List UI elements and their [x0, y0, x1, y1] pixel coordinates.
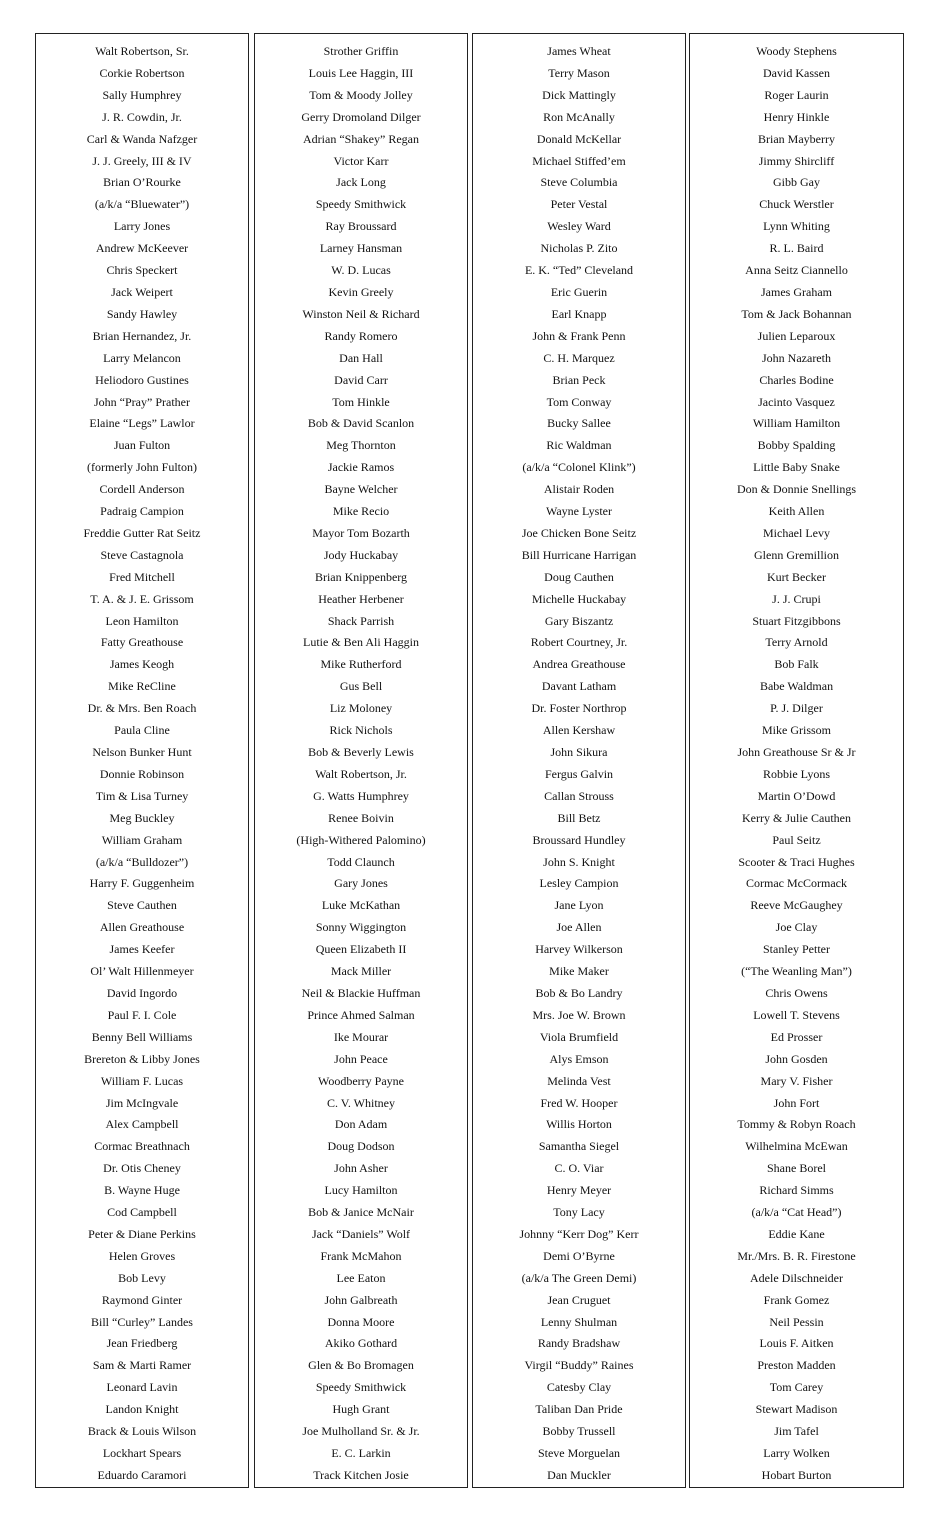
name-entry: Carl & Wanda Nafzger	[86, 131, 198, 146]
name-entry: James Keefer	[109, 942, 175, 957]
name-entry: John Greathouse Sr & Jr	[737, 745, 856, 759]
name-entry: Eric Guerin	[550, 284, 608, 299]
name-entry: Taliban Dan Pride	[535, 1402, 623, 1417]
name-entry: Meg Buckley	[109, 810, 175, 825]
name-entry: Adele Dilschneider	[750, 1270, 843, 1285]
name-entry: J. J. Crupi	[772, 591, 821, 606]
name-entry: J. J. Greely, III & IV	[92, 153, 192, 168]
name-entry: Broussard Hundley	[532, 832, 626, 847]
name-entry: Tim & Lisa Turney	[95, 788, 189, 803]
name-entry: Winston Neil & Richard	[302, 306, 420, 321]
name-entry: Mike Maker	[549, 964, 609, 979]
name-entry: Jimmy Shircliff	[758, 153, 835, 168]
name-entry: Frank Gomez	[763, 1292, 830, 1307]
name-entry: E. C. Larkin	[331, 1446, 391, 1460]
name-entry: Jim McIngvale	[105, 1095, 179, 1110]
name-entry: Bucky Sallee	[547, 416, 611, 431]
name-entry: Hugh Grant	[332, 1402, 390, 1417]
name-entry: Cormac Breathnach	[94, 1139, 190, 1154]
name-entry: Donnie Robinson	[99, 766, 185, 781]
name-entry: Bill Betz	[557, 810, 601, 825]
name-entry: John Fort	[773, 1095, 820, 1110]
name-entry: Stewart Madison	[755, 1402, 838, 1417]
name-entry: Ol’ Walt Hillenmeyer	[90, 964, 194, 979]
name-entry: Kevin Greely	[328, 284, 394, 299]
name-entry: Wilhelmina McEwan	[745, 1139, 848, 1154]
name-entry: Liz Moloney	[329, 701, 393, 716]
name-entry: Dick Mattingly	[542, 87, 616, 102]
name-entry: Freddie Gutter Rat Seitz	[83, 525, 201, 540]
name-entry: Cormac McCormack	[746, 876, 847, 891]
name-entry: Richard Simms	[759, 1183, 834, 1198]
name-entry: Bobby Spalding	[757, 438, 836, 453]
name-entry: Walt Robertson, Sr.	[95, 44, 189, 58]
name-entry: Roger Laurin	[764, 87, 829, 102]
name-entry: Stanley Petter	[763, 942, 830, 957]
name-entry: John Asher	[334, 1161, 388, 1176]
name-entry: David Kassen	[763, 65, 830, 80]
name-entry: Jean Friedberg	[106, 1336, 178, 1351]
name-entry: Jack “Daniels” Wolf	[311, 1226, 411, 1241]
name-entry: Todd Claunch	[327, 854, 395, 869]
name-entry: Glenn Gremillion	[754, 547, 839, 562]
name-entry: Steve Cauthen	[107, 898, 177, 913]
name-entry: Ed Prosser	[770, 1029, 823, 1044]
name-entry: Mr./Mrs. B. R. Firestone	[737, 1248, 856, 1263]
name-entry: Peter Vestal	[550, 197, 608, 212]
name-entry: Harry F. Guggenheim	[89, 876, 195, 891]
name-entry: Mike Rutherford	[320, 657, 402, 672]
name-entry: Cod Campbell	[107, 1205, 177, 1220]
name-entry: Speedy Smithwick	[315, 1380, 407, 1395]
name-entry: Dr. Foster Northrop	[531, 701, 627, 716]
name-entry: E. K. “Ted” Cleveland	[524, 263, 634, 278]
name-entry: Ray Broussard	[325, 219, 397, 234]
name-entry: Juan Fulton	[113, 438, 171, 453]
name-entry: Gerry Dromoland Dilger	[301, 109, 421, 124]
name-entry: John Peace	[334, 1051, 388, 1066]
name-entry: Chuck Werstler	[759, 197, 834, 212]
name-entry: Raymond Ginter	[101, 1292, 183, 1307]
name-entry: Sam & Marti Ramer	[92, 1358, 192, 1373]
name-entry: Anna Seitz Ciannello	[745, 263, 848, 278]
name-entry: Lenny Shulman	[540, 1314, 618, 1329]
name-entry: Tommy & Robyn Roach	[737, 1117, 856, 1132]
name-entry: Louis Lee Haggin, III	[308, 65, 414, 80]
name-entry: Wesley Ward	[547, 219, 611, 234]
name-entry: Bob & Bo Landry	[535, 985, 623, 1000]
name-entry: Dr. & Mrs. Ben Roach	[87, 701, 197, 716]
name-entry: Renee Boivin	[328, 810, 394, 825]
name-entry: Jim Tafel	[774, 1424, 819, 1439]
name-entry: Brian Hernandez, Jr.	[92, 328, 192, 343]
name-entry: Catesby Clay	[546, 1380, 612, 1395]
name-entry: Brack & Louis Wilson	[87, 1424, 197, 1439]
name-entry: Strother Griffin	[323, 44, 399, 58]
name-entry: (a/k/a “Cat Head”)	[751, 1205, 842, 1220]
name-entry: Alex Campbell	[105, 1117, 179, 1132]
name-entry: Shack Parrish	[327, 613, 395, 628]
name-entry: Corkie Robertson	[99, 65, 185, 80]
name-entry: Keith Allen	[768, 504, 825, 519]
name-entry: C. V. Whitney	[326, 1095, 395, 1110]
name-entry: Steve Castagnola	[100, 547, 184, 562]
name-entry: Fergus Galvin	[544, 766, 614, 781]
name-entry: Walt Robertson, Jr.	[315, 766, 407, 781]
name-entry: Sally Humphrey	[102, 87, 182, 102]
name-entry: Julien Leparoux	[757, 328, 836, 343]
name-entry: Kurt Becker	[767, 569, 826, 584]
name-entry: Terry Mason	[548, 65, 610, 80]
name-entry: Kerry & Julie Cauthen	[742, 810, 851, 825]
name-entry: Mike Grissom	[762, 723, 831, 738]
name-entry: Stuart Fitzgibbons	[752, 613, 841, 628]
name-entry: (High-Withered Palomino)	[296, 832, 426, 847]
name-entry: Leonard Lavin	[106, 1380, 178, 1395]
name-entry: Scooter & Traci Hughes	[738, 854, 855, 869]
name-entry: Bob & Janice McNair	[308, 1205, 414, 1220]
name-entry: Nicholas P. Zito	[540, 241, 618, 256]
name-entry: B. Wayne Huge	[104, 1183, 180, 1198]
name-entry: John “Pray” Prather	[94, 394, 190, 409]
name-entry: Tom Carey	[769, 1380, 824, 1395]
name-column-4	[689, 33, 904, 1488]
name-entry: Brian O’Rourke	[103, 175, 181, 190]
name-entry: Larry Jones	[113, 219, 171, 234]
name-entry: P. J. Dilger	[770, 701, 823, 716]
name-entry: Rick Nichols	[329, 723, 393, 738]
name-entry: (a/k/a The Green Demi)	[521, 1270, 637, 1285]
name-entry: Alistair Roden	[543, 482, 615, 497]
name-column-1	[35, 33, 249, 1488]
name-entry: Steve Columbia	[540, 175, 618, 190]
name-entry: Lockhart Spears	[102, 1446, 182, 1460]
name-entry: Donald McKellar	[536, 131, 622, 146]
name-entry: Akiko Gothard	[324, 1336, 398, 1351]
name-entry: Gary Biszantz	[544, 613, 614, 628]
name-entry: Lee Eaton	[336, 1270, 386, 1285]
name-entry: Tony Lacy	[553, 1205, 605, 1220]
name-entry: John Nazareth	[762, 350, 831, 365]
name-entry: Steve Morguelan	[537, 1446, 621, 1460]
name-entry: C. H. Marquez	[543, 350, 615, 365]
name-entry: Mike ReCline	[108, 679, 176, 694]
name-entry: Brian Peck	[552, 372, 606, 387]
name-entry: Demi O’Byrne	[543, 1248, 615, 1263]
name-entry: Charles Bodine	[759, 372, 834, 387]
name-entry: Track Kitchen Josie	[313, 1467, 409, 1482]
name-entry: Tom Conway	[546, 394, 612, 409]
name-entry: Joe Mulholland Sr. & Jr.	[302, 1424, 420, 1439]
name-entry: Don Adam	[334, 1117, 388, 1132]
name-entry: Robert Courtney, Jr.	[530, 635, 628, 650]
name-entry: Gibb Gay	[773, 175, 820, 190]
name-entry: James Wheat	[547, 44, 611, 58]
name-entry: Lowell T. Stevens	[753, 1007, 840, 1022]
name-entry: Lutie & Ben Ali Haggin	[303, 635, 419, 650]
name-entry: Bob Falk	[774, 657, 819, 672]
name-entry: Paula Cline	[114, 723, 170, 738]
name-entry: Heliodoro Gustines	[95, 372, 189, 387]
name-entry: Mrs. Joe W. Brown	[532, 1007, 626, 1022]
name-entry: Randy Bradshaw	[537, 1336, 621, 1351]
name-entry: Larry Melancon	[103, 350, 181, 365]
name-entry: Ric Waldman	[546, 438, 612, 453]
name-entry: Cordell Anderson	[99, 482, 185, 497]
name-entry: Brereton & Libby Jones	[84, 1051, 200, 1066]
name-entry: Adrian “Shakey” Regan	[303, 131, 419, 146]
name-entry: John & Frank Penn	[532, 328, 626, 343]
name-entry: Ike Mourar	[333, 1029, 389, 1044]
name-entry: Hobart Burton	[761, 1467, 832, 1482]
name-entry: Don & Donnie Snellings	[737, 482, 856, 497]
name-entry: Jacinto Vasquez	[758, 394, 835, 409]
name-entry: Shane Borel	[767, 1161, 826, 1176]
name-entry: Larry Wolken	[763, 1446, 830, 1460]
name-entry: Allen Kershaw	[542, 723, 616, 738]
name-entry: Reeve McGaughey	[750, 898, 843, 913]
name-entry: Woody Stephens	[756, 44, 837, 58]
name-entry: Donna Moore	[327, 1314, 395, 1329]
name-entry: Speedy Smithwick	[315, 197, 407, 212]
name-entry: William Hamilton	[752, 416, 841, 431]
name-entry: Dr. Otis Cheney	[103, 1161, 181, 1176]
name-entry: Neil Pessin	[769, 1314, 824, 1329]
name-entry: Leon Hamilton	[105, 613, 179, 628]
name-entry: Wayne Lyster	[545, 504, 612, 519]
name-entry: T. A. & J. E. Grissom	[90, 591, 194, 606]
name-entry: Joe Chicken Bone Seitz	[521, 525, 637, 540]
name-entry: Michelle Huckabay	[531, 591, 627, 606]
name-entry: Mack Miller	[330, 964, 392, 979]
name-entry: Henry Hinkle	[763, 109, 830, 124]
name-entry: Andrew McKeever	[95, 241, 189, 256]
name-entry: Bob & David Scanlon	[307, 416, 415, 431]
name-entry: Jackie Ramos	[327, 460, 395, 475]
name-entry: Davant Latham	[541, 679, 617, 694]
name-entry: Peter & Diane Perkins	[88, 1226, 196, 1241]
name-entry: Queen Elizabeth II	[315, 942, 407, 957]
name-entry: James Keogh	[109, 657, 175, 672]
name-entry: Mike Recio	[332, 504, 390, 519]
name-entry: William F. Lucas	[100, 1073, 184, 1088]
name-entry: Tom & Moody Jolley	[309, 87, 413, 102]
name-entry: Martin O’Dowd	[757, 788, 836, 803]
name-entry: Michael Levy	[763, 525, 830, 540]
name-entry: Samantha Siegel	[538, 1139, 620, 1154]
name-entry: Padraig Campion	[100, 504, 184, 519]
name-entry: Chris Owens	[765, 985, 828, 1000]
name-entry: Bill Hurricane Harrigan	[521, 547, 637, 562]
name-entry: Robbie Lyons	[762, 766, 830, 781]
name-entry: Preston Madden	[757, 1358, 836, 1373]
name-column-3	[472, 33, 686, 1488]
name-column-2	[254, 33, 468, 1488]
name-entry: Paul F. I. Cole	[107, 1007, 177, 1022]
name-entry: Johnny “Kerr Dog” Kerr	[519, 1226, 639, 1241]
name-entry: (a/k/a “Bulldozer”)	[95, 854, 189, 869]
name-entry: Doug Dodson	[327, 1139, 395, 1154]
name-entry: Woodberry Payne	[317, 1073, 404, 1088]
name-entry: Bobby Trussell	[542, 1424, 616, 1439]
name-entry: Luke McKathan	[321, 898, 401, 913]
name-entry: Bill “Curley” Landes	[91, 1314, 193, 1329]
name-entry: (a/k/a “Colonel Klink”)	[522, 460, 636, 475]
name-entry: Andrea Greathouse	[532, 657, 626, 672]
name-entry: Joe Clay	[775, 920, 818, 935]
name-entry: Lynn Whiting	[763, 219, 830, 234]
name-entry: Bob Levy	[118, 1270, 166, 1285]
name-entry: Fatty Greathouse	[100, 635, 184, 650]
name-entry: Earl Knapp	[551, 306, 607, 321]
name-entry: Jean Cruguet	[547, 1292, 611, 1307]
name-entry: W. D. Lucas	[331, 263, 391, 278]
name-entry: Benny Bell Williams	[91, 1029, 193, 1044]
name-entry: William Graham	[101, 832, 183, 847]
name-entry: Ron McAnally	[543, 109, 615, 124]
name-entry: Brian Knippenberg	[314, 569, 408, 584]
name-entry: Neil & Blackie Huffman	[301, 985, 421, 1000]
name-entry: Bayne Welcher	[324, 482, 398, 497]
name-entry: Doug Cauthen	[544, 569, 614, 584]
name-entry: John S. Knight	[543, 854, 615, 869]
name-entry: Heather Herbener	[318, 591, 404, 606]
name-entry: Harvey Wilkerson	[535, 942, 623, 957]
name-entry: Jack Long	[336, 175, 386, 190]
name-entry: Frank McMahon	[320, 1248, 402, 1263]
name-entry: Meg Thornton	[326, 438, 396, 453]
name-entry: G. Watts Humphrey	[313, 788, 409, 803]
name-entry: Eduardo Caramori	[97, 1467, 187, 1482]
name-entry: Chris Speckert	[106, 263, 178, 278]
name-entry: Lucy Hamilton	[324, 1183, 398, 1198]
name-entry: David Ingordo	[106, 985, 178, 1000]
name-entry: Tom & Jack Bohannan	[741, 306, 852, 321]
name-entry: Randy Romero	[324, 328, 398, 343]
name-entry: C. O. Viar	[554, 1161, 604, 1176]
name-entry: (“The Weanling Man”)	[741, 964, 852, 979]
name-entry: Fred Mitchell	[109, 569, 175, 584]
name-entry: Dan Muckler	[547, 1467, 611, 1482]
name-entry: Dan Hall	[339, 350, 383, 365]
name-entry: Babe Waldman	[759, 679, 834, 694]
name-entry: Terry Arnold	[765, 635, 828, 650]
name-entry: Mayor Tom Bozarth	[312, 525, 410, 540]
name-entry: Willis Horton	[546, 1117, 612, 1132]
name-entry: Nelson Bunker Hunt	[92, 745, 192, 759]
name-entry: Tom Hinkle	[332, 394, 390, 409]
name-entry: Sandy Hawley	[106, 306, 178, 321]
name-entry: Viola Brumfield	[539, 1029, 619, 1044]
name-entry: Melinda Vest	[547, 1073, 611, 1088]
name-entry: Helen Groves	[108, 1248, 176, 1263]
name-entry: (a/k/a “Bluewater”)	[94, 197, 190, 212]
name-entry: James Graham	[761, 284, 832, 299]
name-entry: Bob & Beverly Lewis	[308, 745, 414, 759]
name-entry: Jack Weipert	[111, 284, 173, 299]
name-entry: (formerly John Fulton)	[87, 460, 197, 475]
name-entry: Louis F. Aitken	[759, 1336, 834, 1351]
name-entry: Gary Jones	[334, 876, 388, 891]
name-entry: Brian Mayberry	[758, 131, 835, 146]
name-entry: Virgil “Buddy” Raines	[524, 1358, 634, 1373]
name-entry: John Sikura	[550, 745, 608, 759]
name-entry: Larney Hansman	[319, 241, 403, 256]
name-entry: Victor Karr	[333, 153, 389, 168]
name-entry: Glen & Bo Bromagen	[308, 1358, 414, 1373]
name-entry: J. R. Cowdin, Jr.	[102, 109, 182, 124]
name-entry: Henry Meyer	[546, 1183, 612, 1198]
name-entry: Alys Emson	[549, 1051, 609, 1066]
name-entry: Jody Huckabay	[323, 547, 399, 562]
name-entry: Gus Bell	[339, 679, 383, 694]
name-entry: Callan Strouss	[544, 788, 614, 803]
name-entry: Elaine “Legs” Lawlor	[89, 416, 195, 431]
name-entry: John Gosden	[765, 1051, 828, 1066]
name-entry: David Carr	[334, 372, 388, 387]
name-entry: Little Baby Snake	[753, 460, 840, 475]
name-entry: Prince Ahmed Salman	[307, 1007, 415, 1022]
name-entry: Sonny Wiggington	[315, 920, 407, 935]
name-entry: Paul Seitz	[772, 832, 821, 847]
name-entry: Joe Allen	[556, 920, 602, 935]
name-entry: Landon Knight	[105, 1402, 179, 1417]
name-entry: Michael Stiffed’em	[532, 153, 626, 168]
name-entry: Mary V. Fisher	[760, 1073, 833, 1088]
name-entry: Eddie Kane	[768, 1226, 825, 1241]
name-entry: R. L. Baird	[769, 241, 824, 256]
name-entry: Jane Lyon	[554, 898, 604, 913]
name-entry: Fred W. Hooper	[540, 1095, 618, 1110]
name-entry: John Galbreath	[324, 1292, 398, 1307]
name-entry: Lesley Campion	[539, 876, 619, 891]
name-entry: Allen Greathouse	[99, 920, 185, 935]
